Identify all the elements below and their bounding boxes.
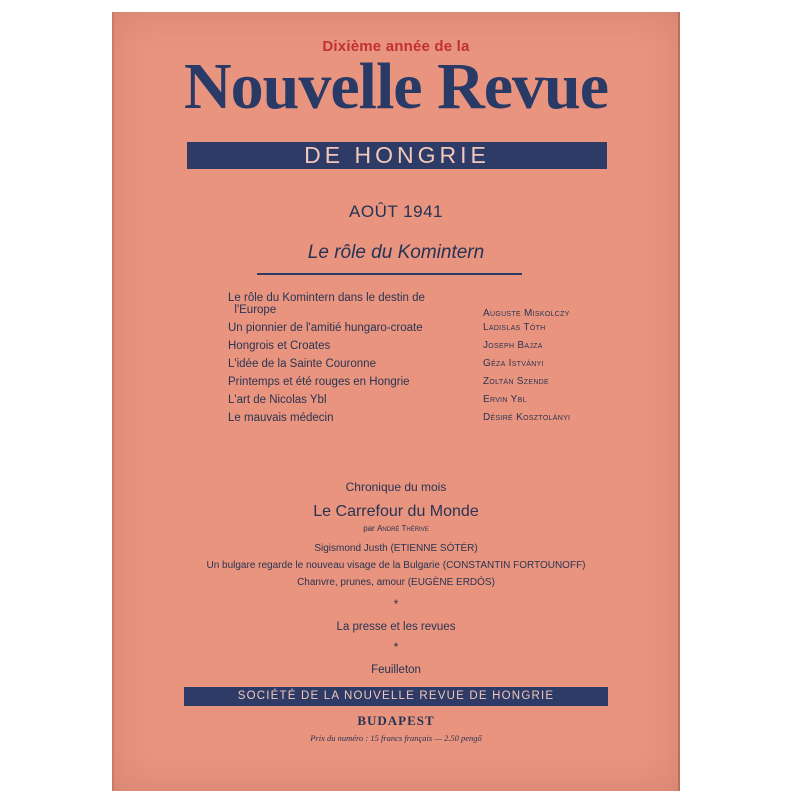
toc-title: Hongrois et Croates [228, 340, 331, 352]
toc-row [228, 358, 628, 376]
byline-prefix: par [363, 524, 375, 533]
theme-underline [257, 273, 522, 275]
chronicle-line: Sigismond Justh (ETIENNE SÓTÉR) [314, 543, 478, 554]
toc-author: Ervin Ybl [483, 394, 527, 405]
toc-row [228, 292, 628, 322]
toc-row [228, 394, 628, 412]
toc-author: Zoltán Szende [483, 376, 549, 387]
publisher-band: SOCIÉTÉ DE LA NOUVELLE REVUE DE HONGRIE [184, 687, 608, 706]
magazine-cover [112, 12, 680, 791]
star-divider: * [393, 640, 399, 654]
feature-byline [112, 524, 680, 533]
toc-title: Le rôle du Komintern dans le destin de l'Europe [228, 292, 425, 316]
publisher-city: BUDAPEST [357, 713, 435, 728]
toc-row [228, 322, 628, 340]
toc-title: Printemps et été rouges en Hongrie [228, 376, 410, 388]
toc-author: Désiré Kosztolányi [483, 412, 571, 423]
byline-author: André Thérive [377, 524, 429, 533]
toc-title: L'art de Nicolas Ybl [228, 394, 327, 406]
feuilleton-section: Feuilleton [371, 664, 421, 676]
table-of-contents [228, 292, 628, 430]
toc-author: Auguste Miskolczy [483, 308, 570, 319]
press-section: La presse et les revues [336, 621, 456, 633]
toc-title: Un pionnier de l'amitié hungaro-croate [228, 322, 423, 334]
toc-author: Joseph Bajza [483, 340, 543, 351]
feature-title: Le Carrefour du Monde [313, 503, 479, 520]
toc-author: Géza Istványi [483, 358, 544, 369]
chronicle-line: Un bulgare regarde le nouveau visage de la Bulgarie (CONSTANTIN FORTOUNOFF) [206, 560, 586, 571]
issue-date: AOÛT 1941 [349, 202, 443, 221]
toc-row [228, 412, 628, 430]
toc-title: Le mauvais médecin [228, 412, 334, 424]
star-divider: * [393, 597, 399, 611]
chronicle-line: Chanvre, prunes, amour (EUGÈNE ERDÓS) [297, 577, 495, 588]
tenth-year-line: Dixième année de la [322, 38, 470, 55]
issue-price: Prix du numéro : 15 francs français — 2.50 pengő [310, 733, 482, 743]
subtitle-band: DE HONGRIE [187, 142, 607, 169]
issue-theme: Le rôle du Komintern [307, 242, 485, 263]
toc-title: L'idée de la Sainte Couronne [228, 358, 376, 370]
toc-row [228, 340, 628, 358]
chronicle-heading: Chronique du mois [345, 480, 447, 494]
toc-row [228, 376, 628, 394]
toc-author: Ladislas Tóth [483, 322, 546, 333]
masthead-title: Nouvelle Revue [183, 50, 609, 123]
